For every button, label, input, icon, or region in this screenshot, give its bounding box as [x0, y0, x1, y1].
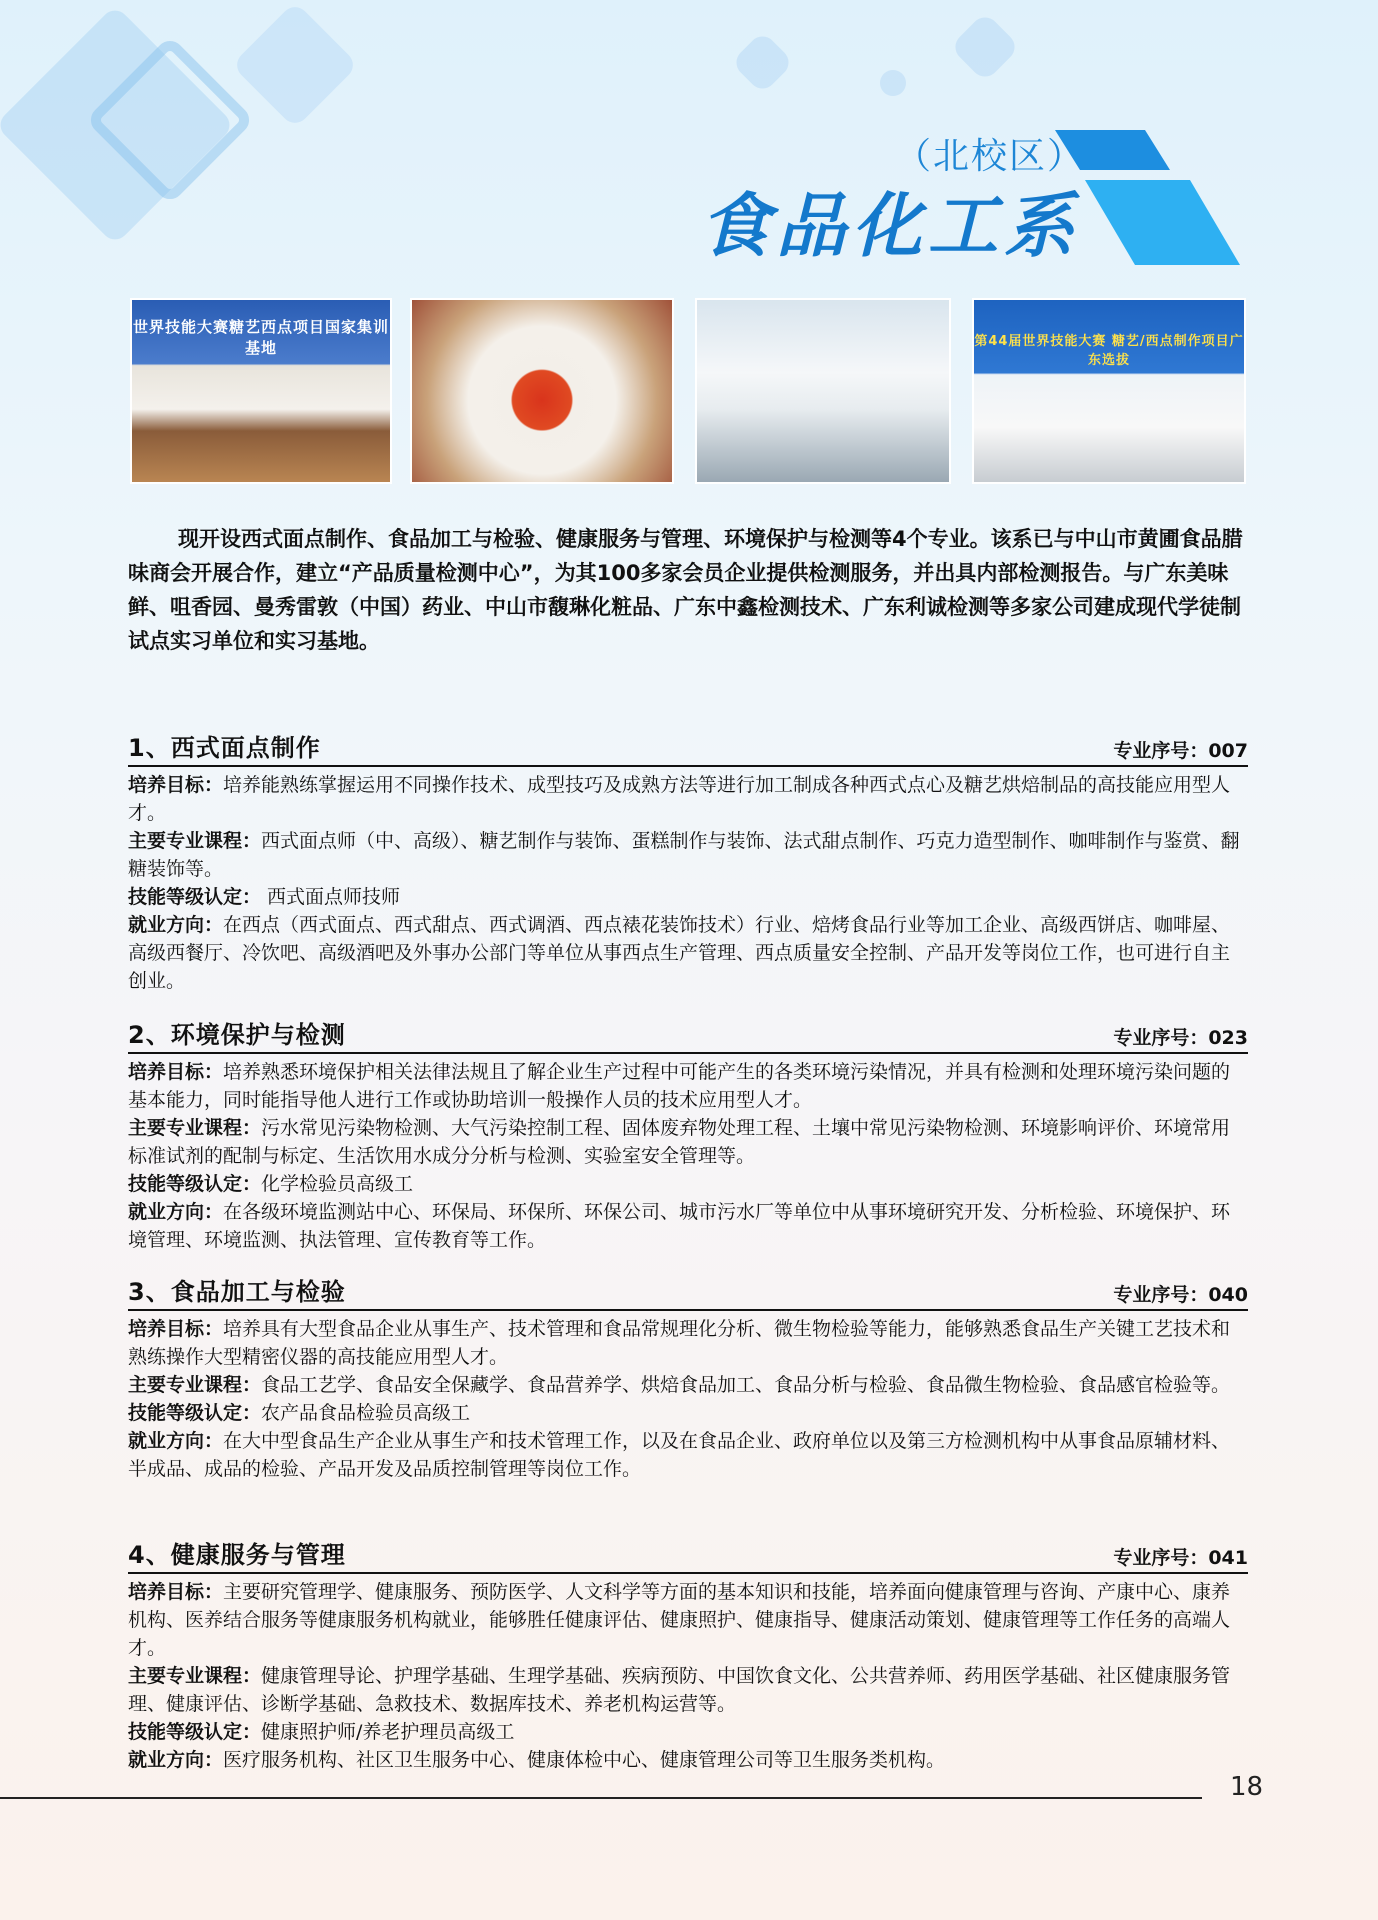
label-courses: 主要专业课程： [128, 830, 262, 852]
label-career: 就业方向： [128, 1430, 224, 1452]
label-cert: 技能等级认定： [128, 886, 262, 908]
entry-courses [128, 1114, 1248, 1170]
label-career: 就业方向： [128, 1749, 224, 1771]
entry-goal [128, 1578, 1248, 1662]
major-section [128, 1272, 1248, 1483]
footer-divider [0, 1797, 1202, 1799]
courses-text: 污水常见污染物检测、大气污染控制工程、固体废弃物处理工程、土壤中常见污染物检测、环境影响评价、环境常用标准试剂的配制与标定、生活饮用水成分分析与检测、实验室安全管理等。 [128, 1117, 1231, 1167]
section-header [128, 728, 1248, 767]
page-number: 18 [1230, 1772, 1264, 1802]
entry-career [128, 911, 1248, 995]
goal-text: 培养具有大型食品企业从事生产、技术管理和食品常规理化分析、微生物检验等能力，能够熟悉食品生产关键工艺技术和熟练操作大型精密仪器的高技能应用型人才。 [128, 1318, 1231, 1368]
goal-text: 培养能熟练掌握运用不同操作技术、成型技巧及成熟方法等进行加工制成各种西式点心及糖艺烘焙制品的高技能应用型人才。 [128, 774, 1231, 824]
entry-career [128, 1427, 1248, 1483]
entry-cert [128, 883, 1248, 911]
intro-paragraph: 现开设西式面点制作、食品加工与检验、健康服务与管理、环境保护与检测等4个专业。该系已与中山市黄圃食品腊味商会开展合作，建立“产品质量检测中心”，为其100多家会员企业提供检测服务，并出具内部检测报告。与广东美味鲜、咀香园、曼秀雷敦（中国）药业、中山市馥琳化粧品、广东中鑫检测技术、广东利诚检测等多家公司建成现代学徒制试点实习单位和实习基地。 [128, 527, 1243, 653]
section-code: 专业序号：023 [1113, 1027, 1248, 1049]
label-career: 就业方向： [128, 1201, 224, 1223]
department-title: 食品化工系 [700, 185, 1080, 267]
entry-cert [128, 1399, 1248, 1427]
entry-goal [128, 771, 1248, 827]
cert-text: 健康照护师/养老护理员高级工 [261, 1721, 515, 1743]
major-section [128, 1535, 1248, 1774]
career-text: 在大中型食品生产企业从事生产和技术管理工作，以及在食品企业、政府单位以及第三方检测机构中从事食品原辅材料、半成品、成品的检验、产品开发及品质控制管理等岗位工作。 [128, 1430, 1231, 1480]
label-goal: 培养目标： [128, 1318, 224, 1340]
photo-sugar-art [410, 298, 674, 484]
cert-text: 西式面点师技师 [261, 886, 401, 908]
cert-text: 农产品食品检验员高级工 [261, 1402, 471, 1424]
career-text: 医疗服务机构、社区卫生服务中心、健康体检中心、健康管理公司等卫生服务类机构。 [223, 1749, 946, 1771]
label-goal: 培养目标： [128, 1061, 224, 1083]
section-code: 专业序号：040 [1113, 1284, 1248, 1306]
photo-laboratory [695, 298, 951, 484]
section-title: 2、环境保护与检测 [128, 1021, 346, 1049]
entry-career [128, 1746, 1248, 1774]
career-text: 在各级环境监测站中心、环保局、环保所、环保公司、城市污水厂等单位中从事环境研究开发、分析检验、环境保护、环境管理、环境监测、执法管理、宣传教育等工作。 [128, 1201, 1231, 1251]
entry-goal [128, 1315, 1248, 1371]
campus-label: （北校区） [895, 136, 1086, 177]
major-section [128, 1015, 1248, 1254]
section-code: 专业序号：041 [1113, 1547, 1248, 1569]
section-title: 4、健康服务与管理 [128, 1541, 346, 1569]
label-cert: 技能等级认定： [128, 1721, 262, 1743]
photo-competition [972, 298, 1246, 484]
entry-goal [128, 1058, 1248, 1114]
section-code: 专业序号：007 [1113, 740, 1248, 762]
label-courses: 主要专业课程： [128, 1374, 262, 1396]
courses-text: 西式面点师（中、高级）、糖艺制作与装饰、蛋糕制作与装饰、法式甜点制作、巧克力造型制作、咖啡制作与鉴赏、翻糖装饰等。 [128, 830, 1240, 880]
label-goal: 培养目标： [128, 1581, 224, 1603]
section-title: 1、西式面点制作 [128, 734, 321, 762]
label-courses: 主要专业课程： [128, 1665, 262, 1687]
courses-text: 食品工艺学、食品安全保藏学、食品营养学、烘焙食品加工、食品分析与检验、食品微生物检验、食品感官检验等。 [261, 1374, 1231, 1396]
goal-text: 培养熟悉环境保护相关法律法规且了解企业生产过程中可能产生的各类环境污染情况，并具有检测和处理环境污染问题的基本能力，同时能指导他人进行工作或协助培训一般操作人员的技术应用型人才。 [128, 1061, 1231, 1111]
courses-text: 健康管理导论、护理学基础、生理学基础、疾病预防、中国饮食文化、公共营养师、药用医学基础、社区健康服务管理、健康评估、诊断学基础、急救技术、数据库技术、养老机构运营等。 [128, 1665, 1231, 1715]
label-cert: 技能等级认定： [128, 1402, 262, 1424]
section-header [128, 1015, 1248, 1054]
entry-cert [128, 1718, 1248, 1746]
label-goal: 培养目标： [128, 774, 224, 796]
label-career: 就业方向： [128, 914, 224, 936]
entry-courses [128, 1662, 1248, 1718]
section-header [128, 1535, 1248, 1574]
cert-text: 化学检验员高级工 [261, 1173, 414, 1195]
entry-career [128, 1198, 1248, 1254]
label-courses: 主要专业课程： [128, 1117, 262, 1139]
section-header [128, 1272, 1248, 1311]
entry-courses [128, 1371, 1248, 1399]
photo-caption: 第44届世界技能大赛 糖艺/西点制作项目广东选拔 [974, 334, 1244, 368]
section-title: 3、食品加工与检验 [128, 1278, 346, 1306]
entry-cert [128, 1170, 1248, 1198]
photo-bakery-training [130, 298, 392, 484]
label-cert: 技能等级认定： [128, 1173, 262, 1195]
entry-courses [128, 827, 1248, 883]
career-text: 在西点（西式面点、西式甜点、西式调酒、西点裱花装饰技术）行业、焙烤食品行业等加工企业、高级西饼店、咖啡屋、高级西餐厅、冷饮吧、高级酒吧及外事办公部门等单位从事西点生产管理、西点质量安全控制、产品开发等岗位工作，也可进行自主创业。 [128, 914, 1231, 992]
major-section [128, 728, 1248, 995]
photo-caption: 世界技能大赛糖艺西点项目国家集训基地 [132, 318, 389, 357]
goal-text: 主要研究管理学、健康服务、预防医学、人文科学等方面的基本知识和技能，培养面向健康管理与咨询、产康中心、康养机构、医养结合服务等健康服务机构就业，能够胜任健康评估、健康照护、健康指导、健康活动策划、健康管理等工作任务的高端人才。 [128, 1581, 1231, 1659]
